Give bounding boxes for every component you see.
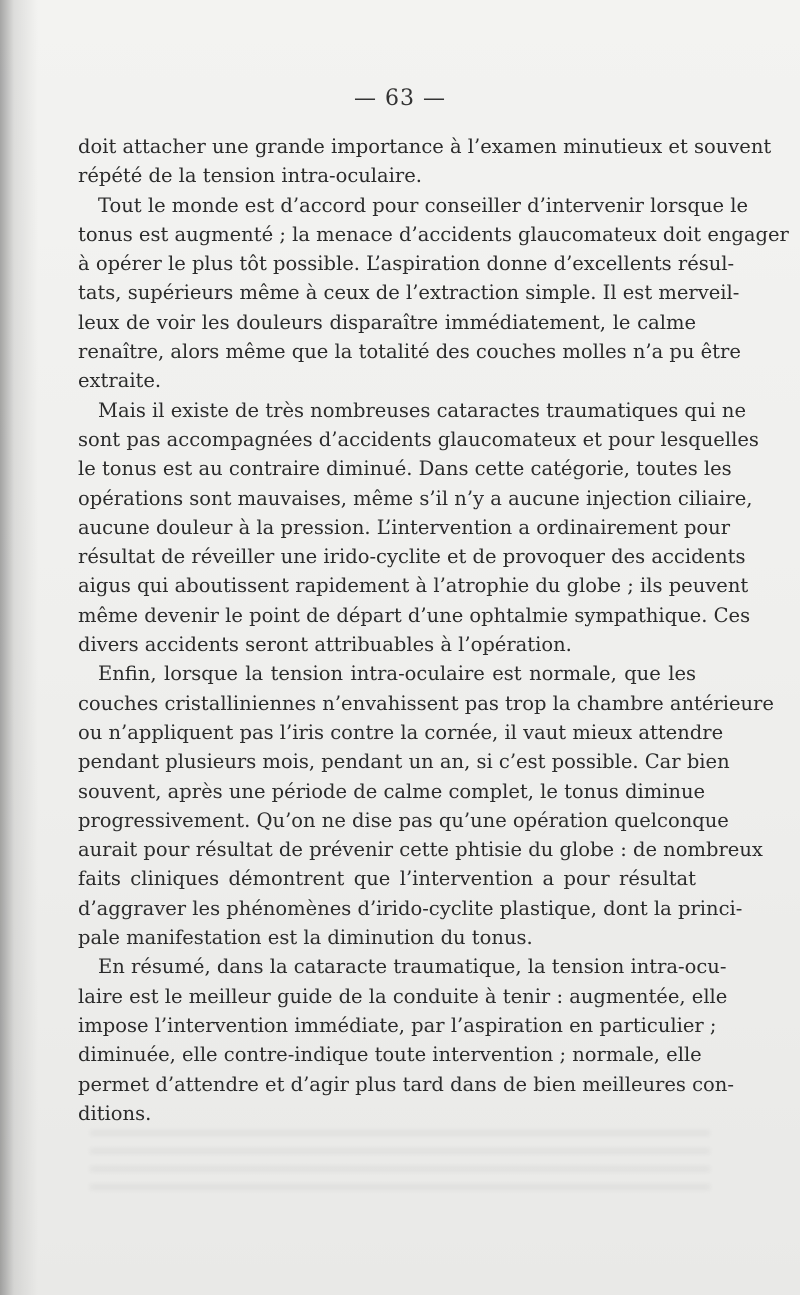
text-line: aurait pour résultat de prévenir cette phtisie du globe : de nombreux — [78, 838, 763, 862]
text-line: souvent, après une période de calme complet, le tonus diminue — [78, 779, 706, 803]
paragraph — [78, 659, 774, 952]
text-line: opérations sont mauvaises, même s’il n’y a aucune injection ciliaire, — [78, 486, 753, 510]
text-line: En résumé, dans la cataracte traumatique, la tension intra-ocu- — [98, 955, 727, 979]
text-line: le tonus est au contraire diminué. Dans cette catégorie, toutes les — [78, 457, 732, 481]
text-line: leux de voir les douleurs disparaître immédiatement, le calme — [78, 310, 696, 334]
text-line: sont pas accompagnées d’accidents glaucomateux et pour lesquelles — [78, 427, 759, 451]
text-line: ou n’appliquent pas l’iris contre la cornée, il vaut mieux attendre — [78, 720, 724, 744]
text-line: diminuée, elle contre-indique toute intervention ; normale, elle — [78, 1043, 702, 1067]
paragraph — [78, 191, 789, 396]
paragraph — [78, 952, 734, 1128]
paragraph — [78, 132, 772, 191]
text-line: pendant plusieurs mois, pendant un an, si c’est possible. Car bien — [78, 750, 730, 774]
text-line: pale manifestation est la diminution du tonus. — [78, 926, 533, 950]
text-line: impose l’intervention immédiate, par l’aspiration en particulier ; — [78, 1013, 717, 1037]
bleed-through-shadow — [90, 1130, 710, 1190]
text-line: doit attacher une grande importance à l’examen minutieux et souvent — [78, 135, 772, 158]
text-line: aigus qui aboutissent rapidement à l’atrophie du globe ; ils peuvent — [78, 574, 749, 598]
text-line: aucune douleur à la pression. L’intervention a ordinairement pour — [78, 515, 731, 539]
text-line: ditions. — [78, 1101, 152, 1125]
text-line: Tout le monde est d’accord pour conseiller d’intervenir lorsque le — [98, 193, 749, 217]
text-line: faits cliniques démontrent que l’intervention a pour résultat — [78, 867, 696, 891]
text-line: Enfin, lorsque la tension intra-oculaire est normale, que les — [98, 662, 696, 686]
text-line: renaître, alors même que la totalité des couches molles n’a pu être — [78, 340, 741, 364]
text-line: tonus est augmenté ; la menace d’accidents glaucomateux doit engager — [78, 222, 789, 246]
text-line: extraite. — [78, 369, 162, 393]
text-line: divers accidents seront attribuables à l’opération. — [78, 633, 572, 657]
text-line: couches cristalliniennes n’envahissent pas trop la chambre antérieure — [78, 691, 774, 715]
paragraph — [78, 396, 759, 660]
page-number: — 63 — — [354, 86, 446, 111]
text-line: Mais il existe de très nombreuses cataractes traumatiques qui ne — [98, 398, 746, 422]
text-line: à opérer le plus tôt possible. L’aspiration donne d’excellents résul- — [78, 252, 735, 276]
text-line: permet d’attendre et d’agir plus tard dans de bien meilleures con- — [78, 1072, 734, 1096]
text-line: répété de la tension intra-oculaire. — [78, 164, 422, 188]
text-line: même devenir le point de départ d’une ophtalmie sympathique. Ces — [78, 603, 751, 627]
text-line: progressivement. Qu’on ne dise pas qu’une opération quelconque — [78, 808, 729, 832]
text-line: tats, supérieurs même à ceux de l’extraction simple. Il est merveil- — [78, 281, 740, 305]
text-line: résultat de réveiller une irido-cyclite et de provoquer des accidents — [78, 545, 746, 569]
text-line: laire est le meilleur guide de la conduite à tenir : augmentée, elle — [78, 984, 728, 1008]
text-line: d’aggraver les phénomènes d’irido-cyclite plastique, dont la princi- — [78, 896, 743, 920]
body-text — [78, 132, 789, 1128]
